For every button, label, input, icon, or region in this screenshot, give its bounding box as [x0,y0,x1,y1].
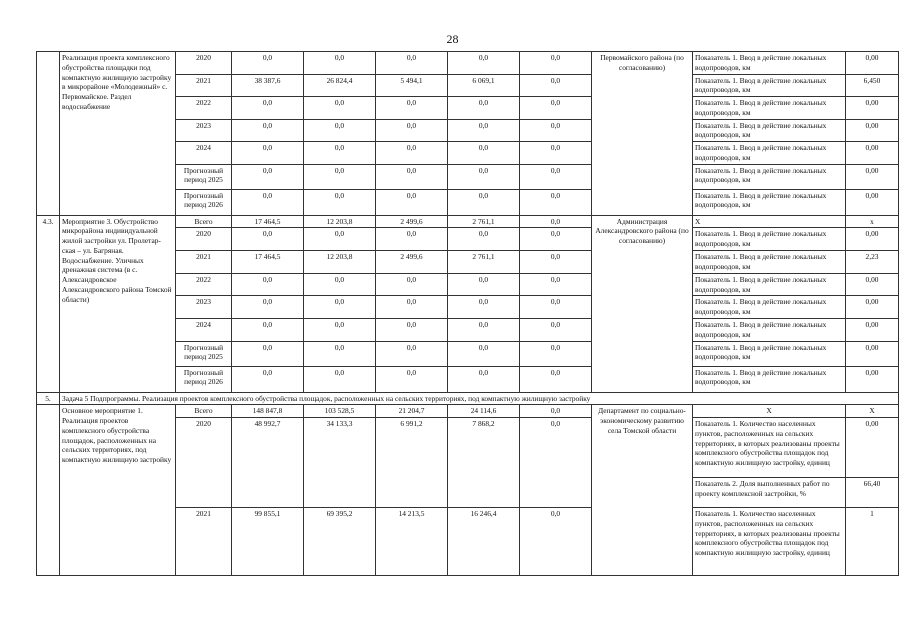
amount-cell: 0,0 [232,296,304,319]
amount-cell: 0,0 [232,119,304,142]
amount-cell: 0,0 [304,119,376,142]
amount-cell: 0,0 [520,508,592,576]
amount-cell: 0,0 [448,119,520,142]
event-name: Основное мероприятие 1. Реализация проектов комплексного обустройства площадок, расположенных на сельских территориях, под компактную жилищную застройку [60,405,176,576]
amount-cell: 0,0 [232,273,304,296]
amount-cell: 17 464,5 [232,250,304,273]
amount-cell: 0,0 [448,164,520,189]
amount-cell: 0,0 [232,228,304,251]
year-cell: Всего [176,215,232,228]
amount-cell: 0,0 [376,273,448,296]
amount-cell: 6 069,1 [448,74,520,97]
amount-cell: 0,0 [304,52,376,75]
year-cell: 2022 [176,273,232,296]
amount-cell: 0,0 [520,215,592,228]
indicator-cell: X [693,215,846,228]
indicator-cell: X [693,405,846,418]
amount-cell: 12 203,8 [304,215,376,228]
indicator-value: 0,00 [846,189,899,215]
amount-cell: 0,0 [376,319,448,342]
amount-cell: 0,0 [376,189,448,215]
amount-cell: 21 204,7 [376,405,448,418]
amount-cell: 17 464,5 [232,215,304,228]
amount-cell: 0,0 [376,52,448,75]
amount-cell: 0,0 [232,341,304,366]
amount-cell: 0,0 [376,119,448,142]
amount-cell: 7 868,2 [448,418,520,508]
amount-cell: 148 847,8 [232,405,304,418]
amount-cell: 0,0 [232,52,304,75]
event-name: Мероприятие 3. Обустройство микрорайона индивидуальной жилой застройки ул. Пролетар-ская – ул. Багряная. Водоснабжение. Уличных дренажная система (в с. Александровское Александровского района Томской области) [60,215,176,392]
amount-cell: 0,0 [376,296,448,319]
task-row [37,392,899,405]
indicator-value: 0,00 [846,366,899,392]
amount-cell: 0,0 [520,405,592,418]
table-row [37,215,899,228]
amount-cell: 24 114,6 [448,405,520,418]
year-cell: Прогнозный период 2025 [176,164,232,189]
indicator-cell: Показатель 1. Ввод в действие локальных водопроводов, км [693,250,846,273]
executor-cell: Департамент по социально-экономическому развитию села Томской области [592,405,693,576]
indicator-cell: Показатель 1. Ввод в действие локальных водопроводов, км [693,52,846,75]
indicator-value: x [846,215,899,228]
amount-cell: 2 761,1 [448,250,520,273]
amount-cell: 99 855,1 [232,508,304,576]
indicator-value: 0,00 [846,418,899,478]
indicator-value: 0,00 [846,52,899,75]
amount-cell: 0,0 [304,296,376,319]
amount-cell: 0,0 [520,296,592,319]
year-cell: 2023 [176,119,232,142]
amount-cell: 0,0 [520,119,592,142]
amount-cell: 0,0 [448,228,520,251]
row-number [37,405,60,576]
indicator-value: 0,00 [846,319,899,342]
amount-cell: 0,0 [520,189,592,215]
indicator-cell: Показатель 1. Ввод в действие локальных водопроводов, км [693,319,846,342]
indicator-cell: Показатель 1. Ввод в действие локальных водопроводов, км [693,366,846,392]
year-cell: 2021 [176,250,232,273]
indicator-value: 1 [846,508,899,576]
amount-cell: 0,0 [232,97,304,120]
indicator-cell: Показатель 1. Ввод в действие локальных водопроводов, км [693,119,846,142]
amount-cell: 2 499,6 [376,215,448,228]
indicator-value: 0,00 [846,273,899,296]
executor-cell: Администрация Александровского района (по согласованию) [592,215,693,392]
table-row [37,52,899,75]
indicator-cell: Показатель 2. Доля выполненных работ по проекту комплексной застройки, % [693,478,846,508]
amount-cell: 14 213,5 [376,508,448,576]
amount-cell: 0,0 [520,228,592,251]
row-number [37,52,60,216]
amount-cell: 0,0 [520,74,592,97]
indicator-cell: Показатель 1. Ввод в действие локальных водопроводов, км [693,189,846,215]
event-name: Реализация проекта комплексного обустройства площадки под компактную жилищную застройку в микрорайоне «Молодежный» с. Первомайское. Раздел водоснабжение [60,52,176,216]
year-cell: Всего [176,405,232,418]
year-cell: 2020 [176,418,232,508]
indicator-value: 0,00 [846,119,899,142]
amount-cell: 0,0 [520,250,592,273]
amount-cell: 0,0 [376,341,448,366]
amount-cell: 16 246,4 [448,508,520,576]
amount-cell: 0,0 [448,319,520,342]
amount-cell: 12 203,8 [304,250,376,273]
row-number: 5. [37,392,60,405]
indicator-cell: Показатель 1. Ввод в действие локальных водопроводов, км [693,296,846,319]
amount-cell: 0,0 [520,164,592,189]
amount-cell: 0,0 [448,366,520,392]
amount-cell: 34 133,3 [304,418,376,508]
indicator-value: 66,40 [846,478,899,508]
amount-cell: 0,0 [520,341,592,366]
program-table [36,51,899,576]
amount-cell: 38 387,6 [232,74,304,97]
amount-cell: 0,0 [304,142,376,165]
indicator-cell: Показатель 1. Количество населенных пунктов, расположенных на сельских территориях, в которых реализованы проекты комплексного обустройства площадок под компактную жилищную застройку, единиц [693,418,846,478]
amount-cell: 0,0 [448,52,520,75]
amount-cell: 0,0 [376,366,448,392]
amount-cell: 0,0 [448,341,520,366]
amount-cell: 0,0 [448,189,520,215]
indicator-cell: Показатель 1. Ввод в действие локальных водопроводов, км [693,97,846,120]
indicator-cell: Показатель 1. Ввод в действие локальных водопроводов, км [693,341,846,366]
amount-cell: 0,0 [304,164,376,189]
amount-cell: 0,0 [304,97,376,120]
amount-cell: 0,0 [520,142,592,165]
year-cell: 2020 [176,52,232,75]
table-row [37,405,899,418]
task-title: Задача 5 Подпрограммы. Реализация проектов комплексного обустройства площадок, расположенных на сельских территориях, под компактную жилищную застройку [60,392,899,405]
amount-cell: 0,0 [448,142,520,165]
amount-cell: 0,0 [304,366,376,392]
amount-cell: 0,0 [448,97,520,120]
indicator-value: 0,00 [846,228,899,251]
amount-cell: 69 395,2 [304,508,376,576]
amount-cell: 0,0 [304,341,376,366]
amount-cell: 0,0 [232,142,304,165]
amount-cell: 0,0 [304,189,376,215]
year-cell: 2020 [176,228,232,251]
year-cell: 2021 [176,74,232,97]
amount-cell: 0,0 [304,319,376,342]
amount-cell: 0,0 [232,164,304,189]
page-number: 28 [446,32,459,46]
amount-cell: 0,0 [304,273,376,296]
indicator-value: 0,00 [846,341,899,366]
amount-cell: 0,0 [520,273,592,296]
amount-cell: 48 992,7 [232,418,304,508]
amount-cell: 0,0 [448,273,520,296]
year-cell: 2024 [176,142,232,165]
year-cell: 2024 [176,319,232,342]
year-cell: Прогнозный период 2025 [176,341,232,366]
amount-cell: 0,0 [520,97,592,120]
indicator-cell: Показатель 1. Ввод в действие локальных водопроводов, км [693,273,846,296]
amount-cell: 0,0 [520,366,592,392]
amount-cell: 0,0 [232,189,304,215]
row-number: 4.3. [37,215,60,392]
amount-cell: 0,0 [232,319,304,342]
amount-cell: 0,0 [304,228,376,251]
indicator-cell: Показатель 1. Ввод в действие локальных водопроводов, км [693,74,846,97]
indicator-value: X [846,405,899,418]
amount-cell: 0,0 [376,97,448,120]
indicator-value: 0,00 [846,164,899,189]
indicator-cell: Показатель 1. Ввод в действие локальных водопроводов, км [693,164,846,189]
year-cell: 2021 [176,508,232,576]
year-cell: Прогнозный период 2026 [176,189,232,215]
amount-cell: 0,0 [520,418,592,508]
amount-cell: 0,0 [448,296,520,319]
indicator-value: 0,00 [846,97,899,120]
amount-cell: 0,0 [376,142,448,165]
year-cell: 2023 [176,296,232,319]
amount-cell: 0,0 [376,228,448,251]
indicator-value: 2,23 [846,250,899,273]
amount-cell: 6 991,2 [376,418,448,508]
amount-cell: 0,0 [376,164,448,189]
year-cell: Прогнозный период 2026 [176,366,232,392]
indicator-cell: Показатель 1. Ввод в действие локальных водопроводов, км [693,142,846,165]
amount-cell: 2 761,1 [448,215,520,228]
indicator-value: 0,00 [846,296,899,319]
amount-cell: 0,0 [520,319,592,342]
indicator-cell: Показатель 1. Количество населенных пунктов, расположенных на сельских территориях, в которых реализованы проекты комплексного обустройства площадок под компактную жилищную застройку, единиц [693,508,846,576]
indicator-value: 0,00 [846,142,899,165]
amount-cell: 0,0 [232,366,304,392]
executor-cell: Первомайского района (по согласованию) [592,52,693,216]
amount-cell: 0,0 [520,52,592,75]
indicator-value: 6,450 [846,74,899,97]
year-cell: 2022 [176,97,232,120]
indicator-cell: Показатель 1. Ввод в действие локальных водопроводов, км [693,228,846,251]
amount-cell: 26 824,4 [304,74,376,97]
amount-cell: 5 494,1 [376,74,448,97]
amount-cell: 103 528,5 [304,405,376,418]
amount-cell: 2 499,6 [376,250,448,273]
